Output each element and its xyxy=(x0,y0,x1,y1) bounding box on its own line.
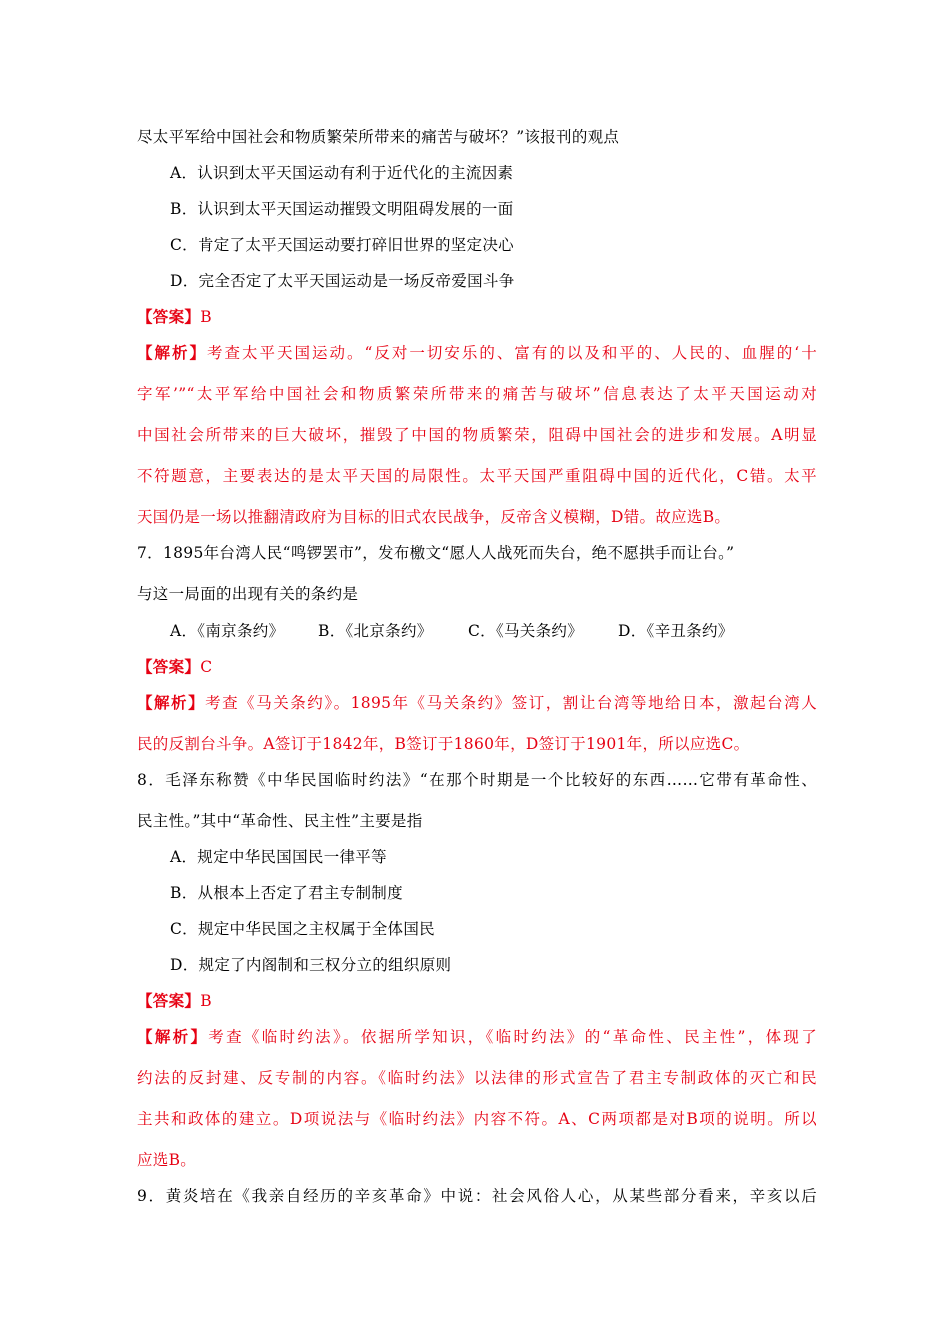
q7-analysis-line-1 xyxy=(137,692,817,714)
q6-analysis-line-3: 中国社会所带来的巨大破坏，摧毁了中国的物质繁荣，阻碍中国社会的进步和发展。A明显 xyxy=(137,426,817,444)
answer-value: C xyxy=(200,658,213,676)
q6-analysis-line-2: 字军’”“太平军给中国社会和物质繁荣所带来的痛苦与破坏”信息表达了太平天国运动对 xyxy=(137,385,817,403)
q8-option-c: C．规定中华民国之主权属于全体国民 xyxy=(170,920,435,938)
q6-option-a: A．认识到太平天国运动有利于近代化的主流因素 xyxy=(170,164,514,182)
q8-analysis-line-1 xyxy=(137,1026,817,1048)
answer-tag: 【答案】 xyxy=(137,657,201,676)
analysis-tag: 【解析】 xyxy=(137,343,207,362)
analysis-text: 考查太平天国运动。“反对一切安乐的、富有的以及和平的、人民的、血腥的‘十 xyxy=(206,344,817,362)
q6-option-b: B．认识到太平天国运动摧毁文明阻碍发展的一面 xyxy=(170,200,514,218)
q7-option-d: D．《辛丑条约》 xyxy=(618,622,734,640)
analysis-tag: 【解析】 xyxy=(137,1027,209,1046)
q7-option-a: A．《南京条约》 xyxy=(170,622,285,640)
q7-stem-line-1: 7．1895年台湾人民“鸣锣罢市”，发布檄文“愿人人战死而失台，绝不愿拱手而让台。” xyxy=(137,544,735,562)
analysis-text: 考查《临时约法》。依据所学知识，《临时约法》的“革命性、民主性”，体现了 xyxy=(208,1028,818,1046)
answer-value: B xyxy=(200,308,212,326)
q8-answer xyxy=(137,990,212,1012)
q8-stem-line-1: 8．毛泽东称赞《中华民国临时约法》“在那个时期是一个比较好的东西……它带有革命性、 xyxy=(137,771,817,789)
q8-analysis-line-3: 主共和政体的建立。D项说法与《临时约法》内容不符。A、C两项都是对B项的说明。所以 xyxy=(137,1110,817,1128)
answer-tag: 【答案】 xyxy=(137,991,201,1010)
q7-option-b: B．《北京条约》 xyxy=(318,622,433,640)
analysis-tag: 【解析】 xyxy=(137,693,206,712)
q6-option-d: D．完全否定了太平天国运动是一场反帝爱国斗争 xyxy=(170,272,515,290)
q7-stem-line-2: 与这一局面的出现有关的条约是 xyxy=(137,585,359,603)
q8-option-b: B．从根本上否定了君主专制制度 xyxy=(170,884,403,902)
q8-stem-line-2: 民主性。”其中“革命性、民主性”主要是指 xyxy=(137,812,423,830)
q6-answer xyxy=(137,306,212,328)
q7-answer xyxy=(137,656,212,678)
q6-stem-tail: 尽太平军给中国社会和物质繁荣所带来的痛苦与破坏？”该报刊的观点 xyxy=(137,128,620,146)
q6-analysis-line-1 xyxy=(137,342,817,364)
q8-analysis-line-2: 约法的反封建、反专制的内容。《临时约法》以法律的形式宣告了君主专制政体的灭亡和民 xyxy=(137,1069,817,1087)
q8-option-a: A．规定中华民国国民一律平等 xyxy=(170,848,387,866)
q6-option-c: C．肯定了太平天国运动要打碎旧世界的坚定决心 xyxy=(170,236,514,254)
q6-analysis-line-4: 不符题意，主要表达的是太平天国的局限性。太平天国严重阻碍中国的近代化，C错。太平 xyxy=(137,467,817,485)
q7-analysis-line-2: 民的反割台斗争。A签订于1842年，B签订于1860年，D签订于1901年，所以应选C。 xyxy=(137,735,750,753)
q8-option-d: D．规定了内阁制和三权分立的组织原则 xyxy=(170,956,452,974)
q9-stem-line-1: 9．黄炎培在《我亲自经历的辛亥革命》中说：社会风俗人心，从某些部分看来，辛亥以后 xyxy=(137,1187,817,1205)
q6-analysis-line-5: 天国仍是一场以推翻清政府为目标的旧式农民战争，反帝含义模糊，D错。故应选B。 xyxy=(137,508,731,526)
answer-tag: 【答案】 xyxy=(137,307,201,326)
answer-value: B xyxy=(200,992,212,1010)
q8-analysis-line-4: 应选B。 xyxy=(137,1151,197,1169)
analysis-text: 考查《马关条约》。1895年《马关条约》签订，割让台湾等地给日本，激起台湾人 xyxy=(205,694,817,712)
q7-options xyxy=(170,620,734,642)
q7-option-c: C．《马关条约》 xyxy=(468,622,584,640)
